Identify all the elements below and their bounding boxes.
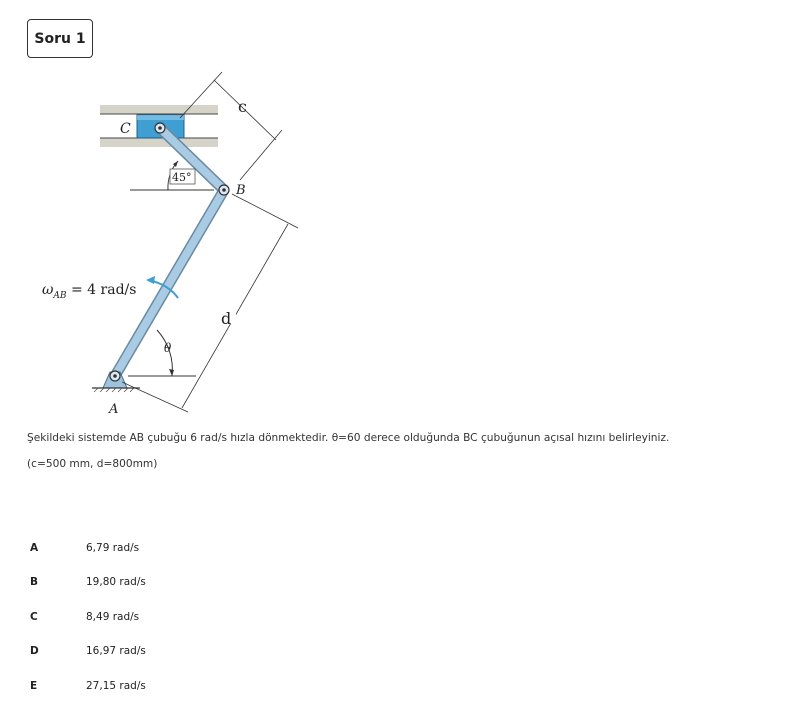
mechanism-figure (30, 60, 330, 422)
option-e[interactable] (30, 677, 146, 695)
guide-bottom-wall (100, 138, 218, 147)
option-text[interactable]: 19,80 rad/s (86, 576, 146, 588)
question-text: Şekildeki sistemde AB çubuğu 6 rad/s hızla dönmektedir. θ=60 derece olduğunda BC çubuğunun açısal hızını belirleyiniz. (27, 432, 670, 444)
label-c: C (120, 121, 131, 137)
option-d[interactable] (30, 642, 146, 660)
dimension-d-label: d (221, 309, 232, 328)
omega-label: $\omega_{AB} = 4$ rad/s (42, 282, 137, 301)
option-b[interactable] (30, 573, 146, 591)
dimension-c-label: c (238, 97, 247, 116)
option-text[interactable]: 8,49 rad/s (86, 611, 140, 623)
label-a: A (109, 402, 119, 417)
question-number-badge: Soru 1 (27, 19, 93, 58)
option-letter: C (30, 611, 38, 623)
option-text[interactable]: 6,79 rad/s (86, 542, 140, 554)
option-letter: B (30, 576, 39, 588)
option-a[interactable] (30, 539, 139, 557)
angle-45-label: 45° (172, 171, 192, 184)
theta-label: θ (164, 341, 172, 355)
option-text[interactable]: 16,97 rad/s (86, 645, 146, 657)
option-letter: A (30, 542, 39, 554)
label-b: B (236, 183, 246, 198)
option-text[interactable]: 27,15 rad/s (86, 680, 146, 692)
option-letter: D (30, 645, 39, 657)
question-parameters: (c=500 mm, d=800mm) (27, 458, 158, 470)
guide-top-wall (100, 105, 218, 114)
option-letter: E (30, 680, 38, 692)
option-c[interactable] (30, 608, 139, 626)
